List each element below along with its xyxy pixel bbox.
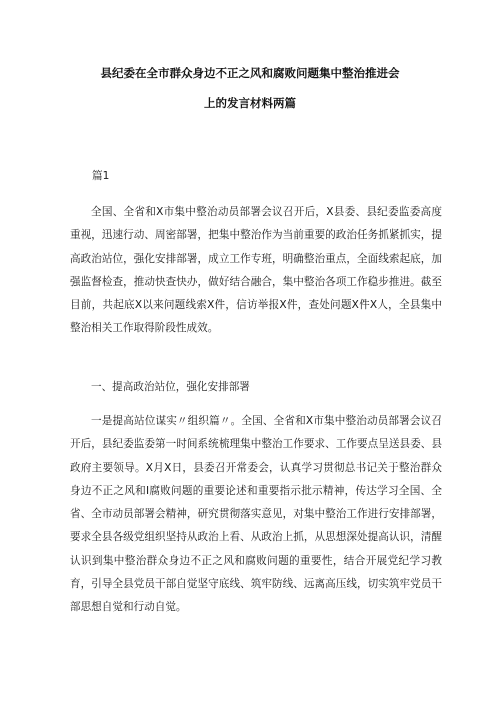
- paragraph-1: 全国、全省和X市集中整治动员部署会议召开后，X县委、县纪委监委高度重视，迅速行动、周密部署，把集中整治作为当前重要的政治任务抓紧抓实，提高政治站位，强化安排部署，成立工作专班，明确整治重点，全面线索起底，加强监督检查，推动快查快办，做好结合融合，集中整治各项工作稳步推进。截至目前，共起底X以来问题线索X件，信访举报X件，查处问题X件X人，全县集中整治相关工作取得阶段性成效。: [70, 206, 442, 335]
- document-title-line2: 上的发言材料两篇: [204, 96, 296, 110]
- document-title-line1: 县纪委在全市群众身边不正之风和腐败问题集中整治推进会: [100, 66, 400, 80]
- part-label: 篇1: [92, 170, 110, 182]
- paragraph-2: 一是提高站位谋实〃组织篇〃。全国、全省和X市集中整治动员部署会议召开后，县纪委监委第一时间系统梳理集中整治工作要求、工作要点呈送县委、县政府主要领导。X月X日，县委召开常委会，认真学习贯彻总书记关于整治群众身边不正之风和I腐败问题的重要论述和重要指示批示精神，传达学习全国、全省、全市动员部署会精神，研究贯彻落实意见，对集中整治工作进行安排部署，要求全县各级党组织坚持从政治上看、从政治上抓，从思想深处提高认识，清醒认识到集中整治群众身边不正之风和腐败问题的重要性，结合开展党纪学习教育，引导全县党员干部自觉坚守底线、筑牢防线、远离高压线，切实筑牢党员干部思想自觉和行动自觉。: [70, 415, 442, 614]
- section-heading-1: 一、提高政治站位，强化安排部署: [91, 381, 250, 393]
